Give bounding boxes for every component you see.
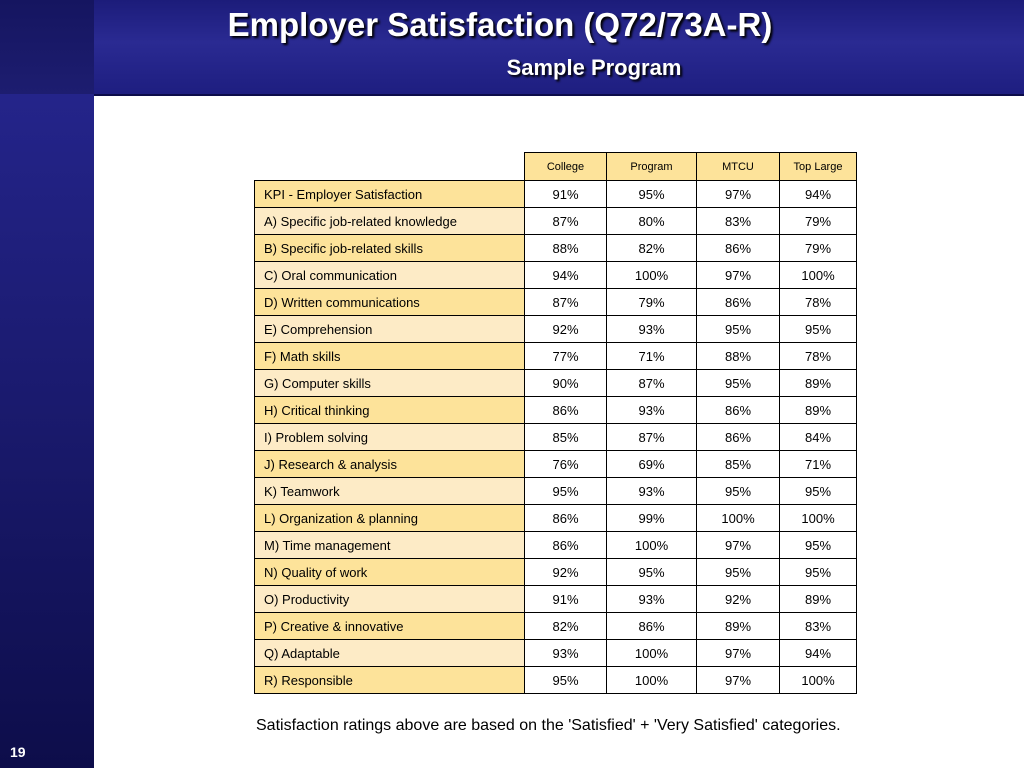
table-body bbox=[255, 181, 857, 694]
row-label: N) Quality of work bbox=[255, 559, 525, 586]
cell-college: 91% bbox=[525, 586, 607, 613]
row-label: Q) Adaptable bbox=[255, 640, 525, 667]
cell-college: 86% bbox=[525, 532, 607, 559]
cell-college: 95% bbox=[525, 478, 607, 505]
cell-top-large: 71% bbox=[780, 451, 857, 478]
cell-college: 90% bbox=[525, 370, 607, 397]
row-label: R) Responsible bbox=[255, 667, 525, 694]
cell-college: 91% bbox=[525, 181, 607, 208]
satisfaction-table bbox=[254, 152, 857, 694]
cell-top-large: 100% bbox=[780, 262, 857, 289]
cell-mtcu: 85% bbox=[697, 451, 780, 478]
cell-program: 93% bbox=[607, 586, 697, 613]
table-row bbox=[255, 397, 857, 424]
row-label: D) Written communications bbox=[255, 289, 525, 316]
table-row bbox=[255, 289, 857, 316]
cell-college: 93% bbox=[525, 640, 607, 667]
cell-top-large: 89% bbox=[780, 586, 857, 613]
cell-top-large: 95% bbox=[780, 316, 857, 343]
row-label: O) Productivity bbox=[255, 586, 525, 613]
table-row bbox=[255, 208, 857, 235]
cell-college: 95% bbox=[525, 667, 607, 694]
cell-top-large: 94% bbox=[780, 640, 857, 667]
cell-program: 100% bbox=[607, 667, 697, 694]
cell-top-large: 84% bbox=[780, 424, 857, 451]
cell-college: 86% bbox=[525, 505, 607, 532]
column-header-top-large: Top Large bbox=[780, 153, 857, 181]
row-label: H) Critical thinking bbox=[255, 397, 525, 424]
cell-program: 87% bbox=[607, 424, 697, 451]
cell-top-large: 89% bbox=[780, 397, 857, 424]
cell-program: 93% bbox=[607, 478, 697, 505]
cell-top-large: 79% bbox=[780, 235, 857, 262]
cell-top-large: 79% bbox=[780, 208, 857, 235]
cell-mtcu: 97% bbox=[697, 532, 780, 559]
table-row bbox=[255, 235, 857, 262]
table-row bbox=[255, 424, 857, 451]
column-header-mtcu: MTCU bbox=[697, 153, 780, 181]
row-label: K) Teamwork bbox=[255, 478, 525, 505]
cell-college: 85% bbox=[525, 424, 607, 451]
cell-mtcu: 97% bbox=[697, 667, 780, 694]
cell-program: 69% bbox=[607, 451, 697, 478]
page-number: 19 bbox=[10, 744, 26, 760]
cell-top-large: 78% bbox=[780, 289, 857, 316]
cell-mtcu: 86% bbox=[697, 424, 780, 451]
cell-top-large: 95% bbox=[780, 532, 857, 559]
cell-program: 71% bbox=[607, 343, 697, 370]
cell-college: 92% bbox=[525, 316, 607, 343]
cell-mtcu: 88% bbox=[697, 343, 780, 370]
cell-program: 95% bbox=[607, 559, 697, 586]
cell-college: 87% bbox=[525, 208, 607, 235]
cell-program: 93% bbox=[607, 397, 697, 424]
table-row bbox=[255, 370, 857, 397]
cell-mtcu: 89% bbox=[697, 613, 780, 640]
cell-program: 82% bbox=[607, 235, 697, 262]
cell-college: 77% bbox=[525, 343, 607, 370]
column-header-college: College bbox=[525, 153, 607, 181]
page-subtitle: Sample Program bbox=[506, 55, 682, 80]
cell-college: 88% bbox=[525, 235, 607, 262]
table-row bbox=[255, 316, 857, 343]
table-row bbox=[255, 505, 857, 532]
row-label: P) Creative & innovative bbox=[255, 613, 525, 640]
cell-program: 100% bbox=[607, 532, 697, 559]
cell-top-large: 83% bbox=[780, 613, 857, 640]
cell-mtcu: 86% bbox=[697, 235, 780, 262]
table-row bbox=[255, 586, 857, 613]
row-label: KPI - Employer Satisfaction bbox=[255, 181, 525, 208]
cell-program: 100% bbox=[607, 262, 697, 289]
cell-top-large: 95% bbox=[780, 559, 857, 586]
cell-top-large: 95% bbox=[780, 478, 857, 505]
row-label: L) Organization & planning bbox=[255, 505, 525, 532]
table-header-row bbox=[255, 153, 857, 181]
row-label: I) Problem solving bbox=[255, 424, 525, 451]
cell-college: 94% bbox=[525, 262, 607, 289]
cell-mtcu: 97% bbox=[697, 640, 780, 667]
table-row bbox=[255, 613, 857, 640]
cell-program: 95% bbox=[607, 181, 697, 208]
table-row bbox=[255, 667, 857, 694]
cell-program: 99% bbox=[607, 505, 697, 532]
cell-top-large: 100% bbox=[780, 505, 857, 532]
row-label: A) Specific job-related knowledge bbox=[255, 208, 525, 235]
cell-program: 86% bbox=[607, 613, 697, 640]
cell-college: 86% bbox=[525, 397, 607, 424]
cell-program: 100% bbox=[607, 640, 697, 667]
cell-mtcu: 86% bbox=[697, 289, 780, 316]
table-row bbox=[255, 181, 857, 208]
cell-mtcu: 83% bbox=[697, 208, 780, 235]
row-label: M) Time management bbox=[255, 532, 525, 559]
cell-mtcu: 95% bbox=[697, 478, 780, 505]
row-label: J) Research & analysis bbox=[255, 451, 525, 478]
table-row bbox=[255, 343, 857, 370]
footnote: Satisfaction ratings above are based on the 'Satisfied' + 'Very Satisfied' categories. bbox=[256, 717, 841, 734]
cell-mtcu: 86% bbox=[697, 397, 780, 424]
cell-top-large: 100% bbox=[780, 667, 857, 694]
table-row bbox=[255, 559, 857, 586]
cell-top-large: 94% bbox=[780, 181, 857, 208]
cell-program: 87% bbox=[607, 370, 697, 397]
row-label: F) Math skills bbox=[255, 343, 525, 370]
table-row bbox=[255, 478, 857, 505]
cell-program: 80% bbox=[607, 208, 697, 235]
cell-mtcu: 95% bbox=[697, 316, 780, 343]
slide-sidebar bbox=[0, 94, 94, 768]
cell-mtcu: 100% bbox=[697, 505, 780, 532]
cell-top-large: 89% bbox=[780, 370, 857, 397]
cell-program: 93% bbox=[607, 316, 697, 343]
cell-mtcu: 92% bbox=[697, 586, 780, 613]
table-row bbox=[255, 640, 857, 667]
row-label: G) Computer skills bbox=[255, 370, 525, 397]
cell-program: 79% bbox=[607, 289, 697, 316]
cell-college: 76% bbox=[525, 451, 607, 478]
table-row bbox=[255, 532, 857, 559]
cell-college: 82% bbox=[525, 613, 607, 640]
table-row bbox=[255, 262, 857, 289]
cell-top-large: 78% bbox=[780, 343, 857, 370]
page-title: Employer Satisfaction (Q72/73A-R) bbox=[227, 6, 773, 43]
row-label: B) Specific job-related skills bbox=[255, 235, 525, 262]
cell-mtcu: 97% bbox=[697, 262, 780, 289]
row-label: E) Comprehension bbox=[255, 316, 525, 343]
cell-mtcu: 95% bbox=[697, 370, 780, 397]
empty-header-cell bbox=[255, 153, 525, 181]
cell-mtcu: 95% bbox=[697, 559, 780, 586]
row-label: C) Oral communication bbox=[255, 262, 525, 289]
table-row bbox=[255, 451, 857, 478]
cell-college: 87% bbox=[525, 289, 607, 316]
cell-college: 92% bbox=[525, 559, 607, 586]
column-header-program: Program bbox=[607, 153, 697, 181]
cell-mtcu: 97% bbox=[697, 181, 780, 208]
